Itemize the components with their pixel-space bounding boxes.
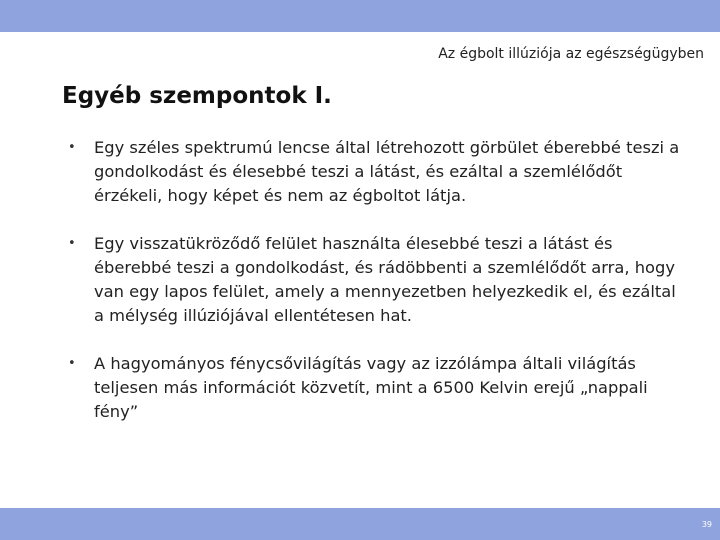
bullet-marker: • (68, 356, 76, 371)
bullet-item-3 (62, 352, 682, 424)
bullet-text: Egy széles spektrumú lencse által létrehozott görbület éberebbé teszi a gondolkodást és élesebbé teszi a látást, és ezáltal a szemlélődőt érzékeli, hogy képet és nem az égboltot látja. (94, 138, 680, 205)
bullet-marker: • (68, 140, 76, 155)
bullet-text: Egy visszatükröződő felület használta élesebbé teszi a látást és éberebbé teszi a gondolkodást, és rádöbbenti a szemlélődőt arra, hogy van egy lapos felület, amely a mennyezetben helyezkedik el, és ezáltal a mélység illúziójával ellentétesen hat. (94, 234, 676, 325)
bullet-list (62, 136, 682, 448)
bullet-marker: • (68, 236, 76, 251)
bullet-text: A hagyományos fénycsővilágítás vagy az izzólámpa általi világítás teljesen más információt közvetít, mint a 6500 Kelvin erejű „nappali fény” (94, 354, 648, 421)
presentation-header: Az égbolt illúziója az egészségügyben (438, 46, 704, 62)
page-number: 39 (701, 520, 712, 529)
slide-title: Egyéb szempontok I. (62, 83, 332, 109)
bullet-item-2 (62, 232, 682, 328)
bottom-banner (0, 508, 720, 540)
bullet-item-1 (62, 136, 682, 208)
top-banner (0, 0, 720, 32)
